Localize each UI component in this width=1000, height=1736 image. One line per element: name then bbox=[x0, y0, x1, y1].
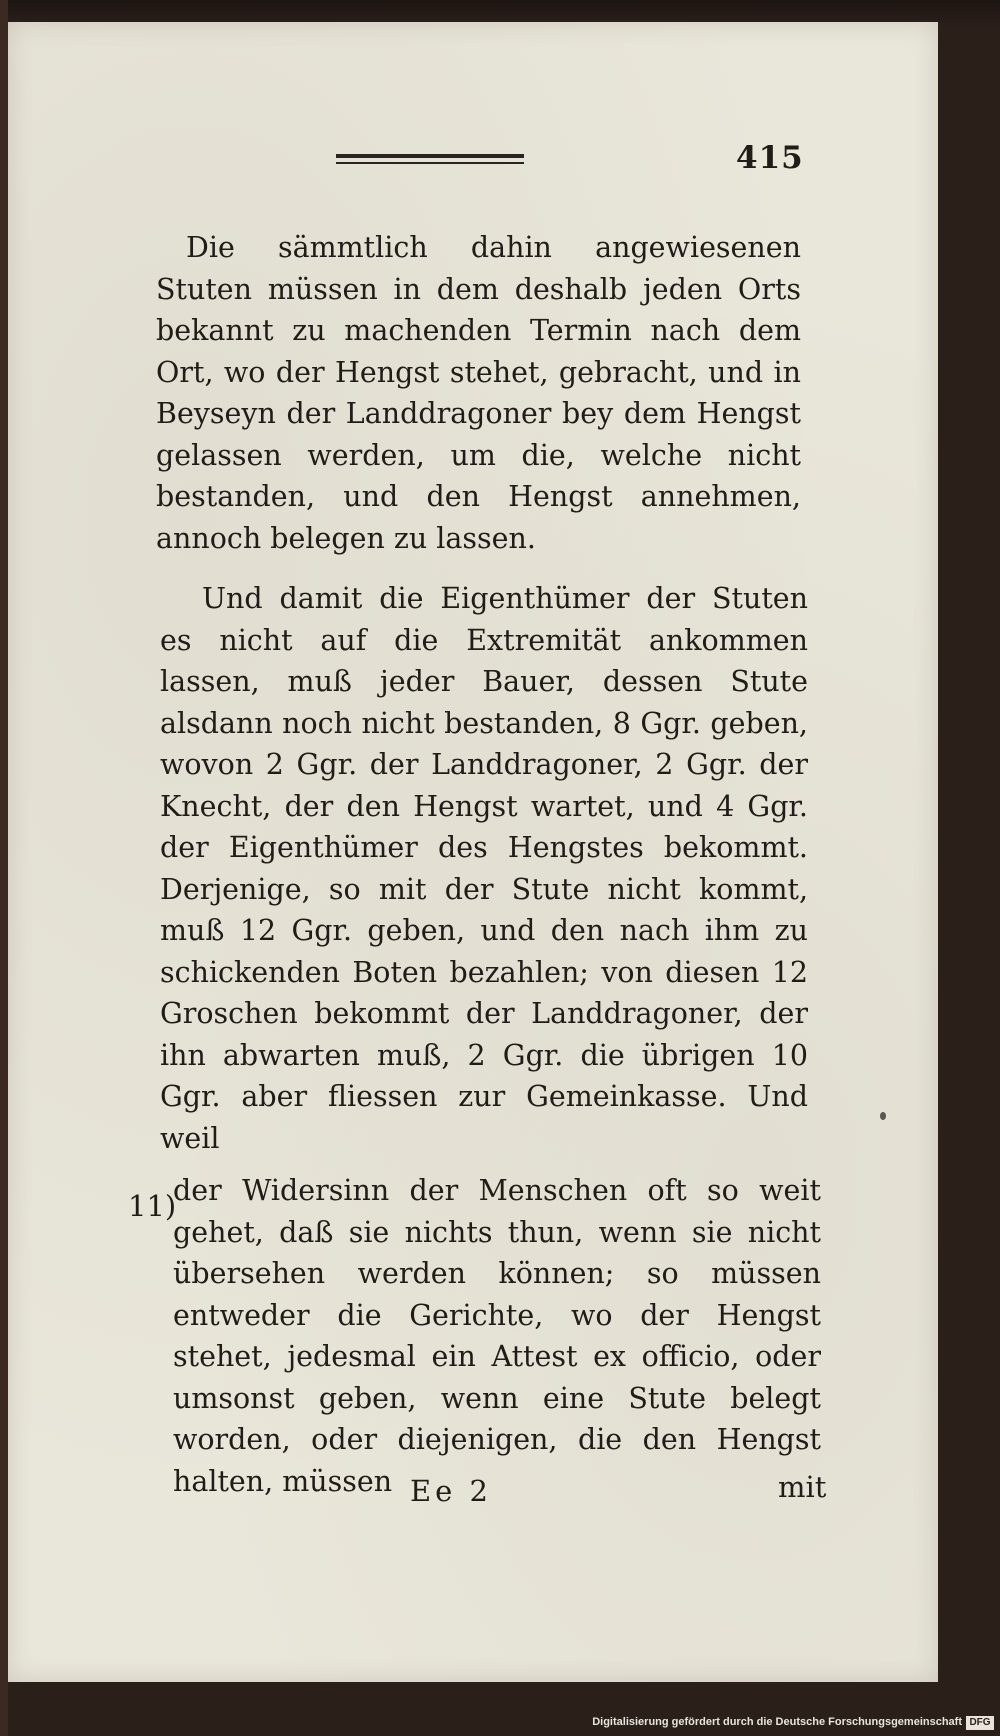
book-spine-edge bbox=[0, 0, 8, 1736]
ink-speck bbox=[880, 1112, 886, 1120]
item-number: 11) bbox=[128, 1189, 177, 1223]
paragraph-2: Und damit die Eigenthümer der Stuten es nicht auf die Extremität ankommen lassen, muß jeder Bauer, dessen Stute alsdann noch nicht bestanden, 8 Ggr. geben, wovon 2 Ggr. der Landdragoner, 2 Ggr. der Knecht, der den Hengst wartet, und 4 Ggr. der Eigenthümer des Hengstes bekommt. Derjenige, so mit der Stute nicht kommt, muß 12 Ggr. geben, und den nach ihm zu schickenden Boten bezahlen; von diesen 12 Groschen bekommt der Landdragoner, der ihn abwarten muß, 2 Ggr. die übrigen 10 Ggr. aber fliessen zur Gemeinkasse. Und weil bbox=[160, 582, 808, 1155]
paragraph-1: Die sämmtlich dahin angewiesenen Stuten müssen in dem deshalb jeden Orts bekannt zu machenden Termin nach dem Ort, wo der Hengst stehet, gebracht, und in Beyseyn der Landdragoner bey dem Hengst gelassen werden, um die, welche nicht bestanden, und den Hengst annehmen, annoch belegen zu lassen. bbox=[156, 231, 801, 555]
digitization-credit: Digitalisierung gefördert durch die Deutsche Forschungsgemeinschaft bbox=[592, 1716, 962, 1728]
dfg-logo: DFG bbox=[966, 1716, 994, 1730]
header-rule bbox=[336, 154, 524, 164]
book-page bbox=[8, 22, 938, 1682]
catchword: mit bbox=[778, 1470, 827, 1504]
paragraph-3: der Widersinn der Menschen oft so weit gehet, daß sie nichts thun, wenn sie nicht übersehen werden können; so müssen entweder die Gerichte, wo der Hengst stehet, jedesmal ein Attest ex officio, oder umsonst geben, wenn eine Stute belegt worden, oder diejenigen, die den Hengst halten, müssen bbox=[173, 1174, 821, 1498]
page-number: 415 bbox=[736, 140, 804, 176]
signature-mark: Ee 2 bbox=[410, 1474, 493, 1508]
